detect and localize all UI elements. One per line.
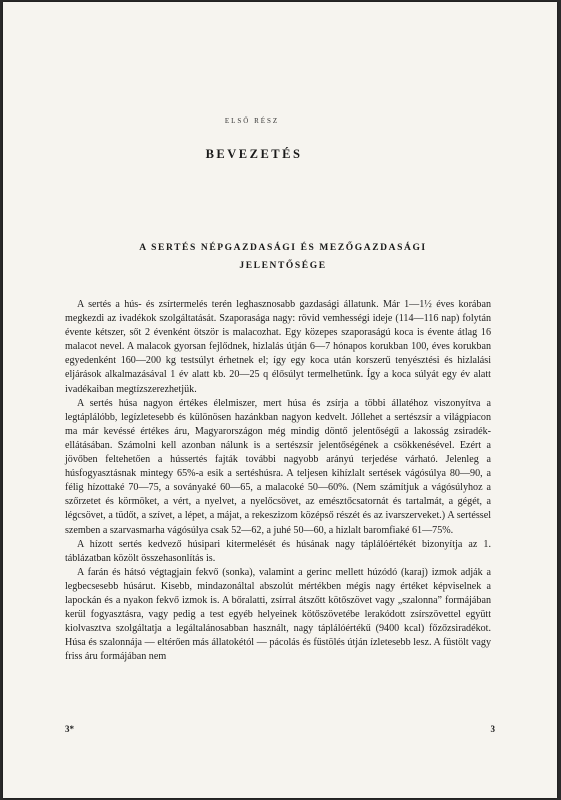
section-heading (65, 239, 501, 275)
page-number: 3 (490, 724, 495, 734)
body-text (65, 298, 491, 664)
section-heading-line-2: JELENTŐSÉGE (239, 261, 327, 271)
section-heading-line-1: A SERTÉS NÉPGAZDASÁGI ÉS MEZŐGAZDASÁGI (139, 243, 427, 253)
signature-mark: 3* (65, 724, 74, 734)
paragraph: A sertés a hús- és zsírtermelés terén leghasznosabb gazdasági állatunk. Már 1—1½ éves korában megkezdi az ivadékok szolgáltatását. Szaporasága nagy: rövid vemhességi ideje (114—116 nap) folytán évente kétszer, sőt 2 évenként ötször is malacozhat. Egy közepes szaporaságú koca is évente átlag 16 malacot nevel. A malacok gyorsan fejlődnek, hizlalás útján 6—7 hónapos korukban 100, éves korukban egyedenként 160—200 kg testsúlyt érhetnek el; így egy koca után korszerű tenyésztési és hizlalási eljárások alkalmazásával 1 év alatt kb. 20—25 q élősúlyt termelhetünk. Így a koca súlyát egy év alatt ivadékaiban megtízszerezhetjük. (65, 299, 491, 395)
document-page (3, 2, 557, 798)
paragraph: A hízott sertés kedvező húsipari kitermelését és húsának nagy táplálóértékét bizonyítja az 1. táblázatban közölt összehasonlítás is. (65, 538, 491, 564)
part-label: ELSŐ RÉSZ (224, 117, 280, 125)
paragraph: A sertés húsa nagyon értékes élelmiszer, mert húsa és zsírja a többi állatéhoz viszonyítva a legtáplálóbb, legízletesebb és különösen hazánkban nagyon kedvelt. Jóllehet a sertészsír a világpiacon ma már kevéssé értékes áru, Magyarországon még mindig döntő jelentőségű a lakosság zsiradék-ellátásában. Számolni kell azonban nálunk is a sertészsír jelentőségének a csökkenésével. Ezért a jövőben feltehetően a hússertés fajták további nagyobb arányú terjedése várható. Jelenleg a húsfogyasztásnak mintegy 65%-a esik a sertéshúsra. A teljesen kihízlalt sertések vágósúlya 80—90, a félig hízottaké 70—75, a soványaké 60—65, a malacoké 50—60%. (Nem számítjuk a vágósúlyhoz a szőrzetet és körmöket, a vért, a nyelvet, a nyelőcsövet, az emésztőcsatornát és tartalmát, a gégét, a légcsövet, a tüdőt, a szívet, a lépet, a májat, a rekeszizom középső részét és az ivarszerveket.) A sertéssel szemben a szarvasmarha vágósúlya csak 52—62, a juhé 50—60, a hizlalt baromfiaké 61—75%. (65, 397, 491, 536)
paragraph: A farán és hátsó végtagjain fekvő (sonka), valamint a gerinc mellett húzódó (karaj) izmok adják a legbecsesebb húsárut. Kisebb, mindazonáltal abszolút mértékben mégis nagy értéket képviselnek a lapockán és a nyakon fekvő izmok is. A bőralatti, zsírral átszőtt kötőszövet vagy „szalonna” formájában kerül fogyasztásra, vagy pedig a test egyéb helyeinek kötőszövetébe lerakódott zsírszövettel együtt kiolvasztva szolgáltatja a legáltalánosabban használt, nagy táplálóértékű (9400 kcal) főzőzsiradékot. Húsa és szalonnája — eltérően más állatokétól — pácolás és füstölés útján ízletesebb lesz. A füstölt vagy friss áru formájában nem (65, 566, 491, 663)
chapter-title: BEVEZETÉS (205, 147, 303, 161)
